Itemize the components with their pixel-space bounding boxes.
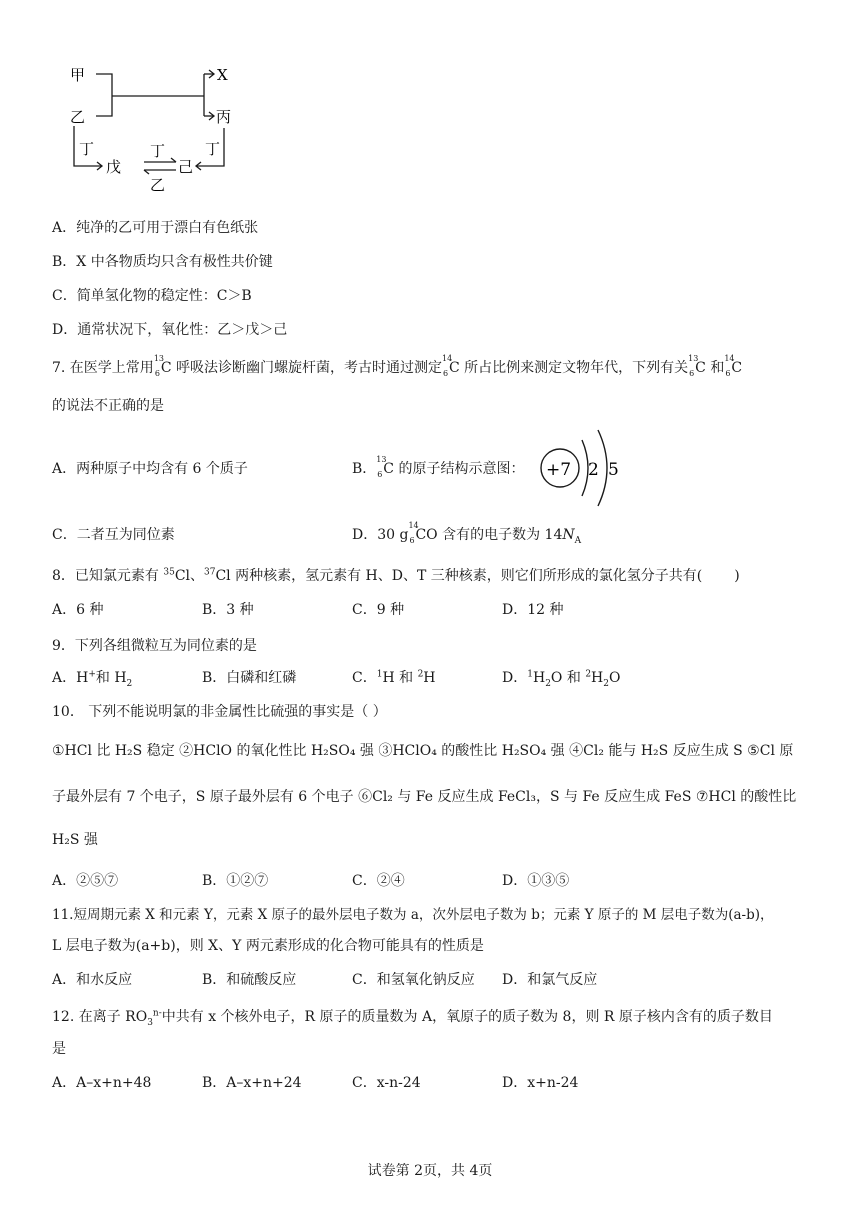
diagram-ding-right: 丁 <box>205 140 221 158</box>
q12-stem-line2: 是 <box>52 1041 66 1057</box>
q6-option-b: B．X 中各物质均只含有极性共价键 <box>52 254 273 270</box>
q11-option-d: D．和氯气反应 <box>502 972 598 988</box>
q7-stem-line1: 7. 在医学上常用 13 6 C 呼吸法诊断幽门螺旋杆菌，考古时通过测定 14 6 C 所占比例来测定文物年代，下列有关 13 6 C 和 14 6 C <box>52 354 743 378</box>
atom-nucleus-charge: +7 <box>546 460 572 480</box>
q11-option-c: C．和氢氧化钠反应 <box>352 972 475 988</box>
q11-option-b: B．和硫酸反应 <box>202 972 297 988</box>
q10-fact-line2: 子最外层有 7 个电子，S 原子最外层有 6 个电子 ⑥Cl₂ 与 Fe 反应生成 FeCl₃，S 与 Fe 反应生成 FeS ⑦HCl 的酸性比 <box>52 789 797 805</box>
q11-stem-line2: L 层电子数为(a+b)，则 X、Y 两元素形成的化合物可能具有的性质是 <box>52 938 484 954</box>
q8-option-d: D．12 种 <box>502 602 564 618</box>
atom-shell-2: 5 <box>608 460 619 480</box>
q10-fact-line1: ①HCl 比 H₂S 稳定 ②HClO 的氧化性比 H₂SO₄ 强 ③HClO₄ 的酸性比 H₂SO₄ 强 ④Cl₂ 能与 H₂S 反应生成 S ⑤Cl 原 <box>52 743 794 759</box>
diagram-wu: 戊 <box>106 158 122 176</box>
diagram-jia: 甲 <box>70 66 86 84</box>
q7-option-a: A．两种原子中均含有 6 个质子 <box>52 461 248 477</box>
q12-option-c: C．x-n-24 <box>352 1075 421 1091</box>
q6-option-a: A．纯净的乙可用于漂白有色纸张 <box>52 220 259 236</box>
reaction-diagram <box>64 64 254 194</box>
q8-option-c: C．9 种 <box>352 602 405 618</box>
diagram-yi: 乙 <box>70 108 86 126</box>
q10-option-d: D．①③⑤ <box>502 873 570 889</box>
q6-option-d: D．通常状况下，氧化性：乙＞戊＞己 <box>52 322 288 338</box>
q9-option-a: A．H+和 $H_2$ <box>52 669 133 689</box>
q9-option-c: C．$^1$H 和 $^2$H <box>352 669 436 686</box>
q9-option-d: D．$^1H_2O$ 和 $^2H_2O$ <box>502 669 621 689</box>
q10-stem: 10． 下列不能说明氯的非金属性比硫强的事实是（ ） <box>52 704 387 720</box>
q8-option-b: B．3 种 <box>202 602 254 618</box>
atom-shell-1: 2 <box>588 460 599 480</box>
q9-stem: 9．下列各组微粒互为同位素的是 <box>52 638 257 654</box>
diagram-bing: 丙 <box>216 108 232 126</box>
q10-fact-line3: H₂S 强 <box>52 832 98 848</box>
atom-structure-diagram <box>536 426 626 516</box>
q9-option-b: B．白磷和红磷 <box>202 670 297 686</box>
diagram-yi-bottom: 乙 <box>150 176 166 194</box>
q10-option-c: C．②④ <box>352 873 405 889</box>
q11-option-a: A．和水反应 <box>52 972 133 988</box>
q7-option-b: B． 13 6 C 的原子结构示意图： <box>352 455 525 479</box>
diagram-ding-left: 丁 <box>79 140 95 158</box>
q7-stem-line2: 的说法不正确的是 <box>52 398 164 414</box>
q10-option-b: B．①②⑦ <box>202 873 269 889</box>
q12-option-b: B．A–x+n+24 <box>202 1075 302 1091</box>
q8-option-a: A．6 种 <box>52 602 104 618</box>
q7-option-c: C．二者互为同位素 <box>52 527 175 543</box>
q8-stem: 8．已知氯元素有 $^{35}$Cl、$^{37}$Cl 两种核素，氢元素有 H、D、T 三种核素，则它们所形成的氯化氢分子共有( ) <box>52 567 740 584</box>
q12-option-a: A．A–x+n+48 <box>52 1075 152 1091</box>
q6-option-c: C．简单氢化物的稳定性：C＞B <box>52 288 252 304</box>
diagram-x: X <box>217 66 228 84</box>
diagram-ji: 己 <box>178 158 194 176</box>
q12-stem-line1: 12. 在离子 $RO_3^{n-}$中共有 x 个核外电子，R 原子的质量数为 A，氧原子的质子数为 8，则 R 原子核内含有的质子数目 <box>52 1008 773 1028</box>
q12-option-d: D．x+n-24 <box>502 1075 579 1091</box>
page-footer: 试卷第 2页，共 4页 <box>367 1163 493 1179</box>
diagram-ding-mid: 丁 <box>150 142 166 160</box>
q11-stem-line1: 11.短周期元素 X 和元素 Y，元素 X 原子的最外层电子数为 a，次外层电子数为 b；元素 Y 原子的 M 层电子数为(a-b)， <box>52 907 774 923</box>
q10-option-a: A．②⑤⑦ <box>52 873 119 889</box>
q7-option-d: D．30 g 14 6 CO 含有的电子数为 $14N_A$ <box>352 521 582 546</box>
